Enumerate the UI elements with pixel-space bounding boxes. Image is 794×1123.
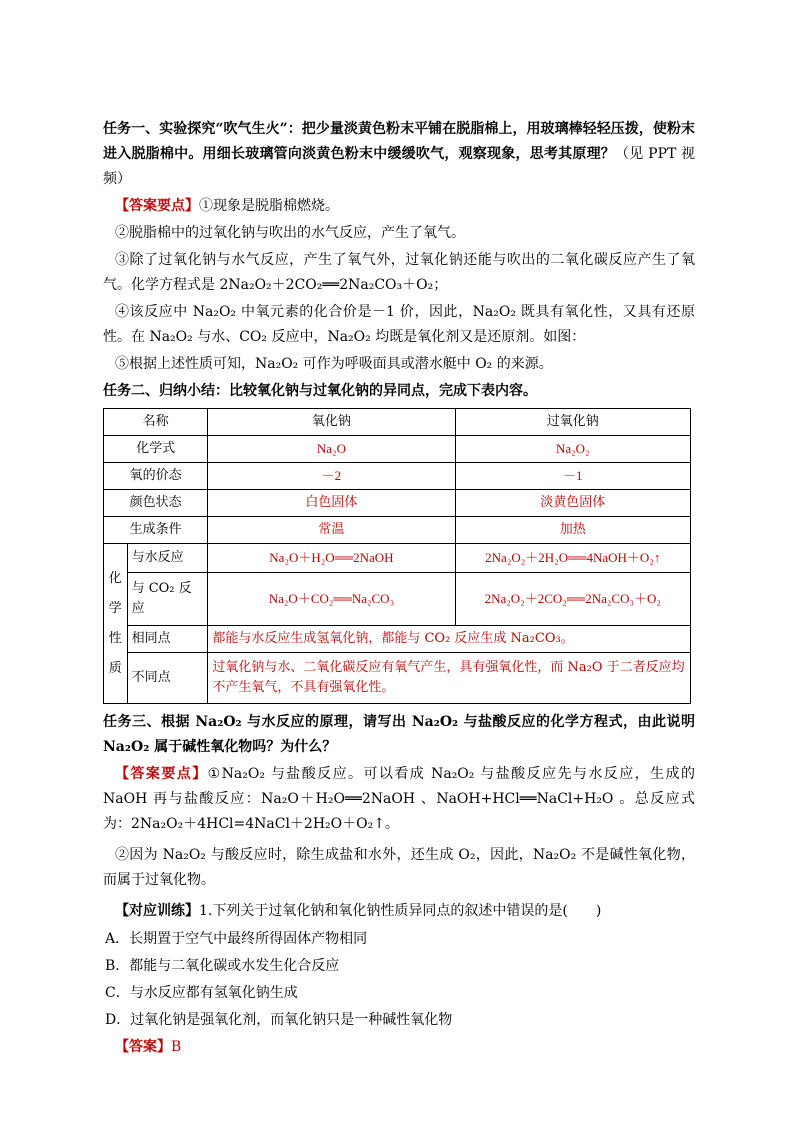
table-header-cell: 过氧化钠 xyxy=(455,409,690,436)
practice-answer xyxy=(103,1034,695,1061)
table-cell: 氧的价态 xyxy=(104,463,208,490)
table-cell: Na₂O xyxy=(208,436,455,463)
practice-question-text: 1.下列关于过氧化钠和氧化钠性质异同点的叙述中错误的是( ) xyxy=(199,903,602,919)
table-cell: 淡黄色固体 xyxy=(455,490,690,517)
task1-heading xyxy=(103,117,695,192)
table-header-row xyxy=(104,409,691,436)
practice-question xyxy=(103,899,695,924)
practice-tag: 【对应训练】 xyxy=(115,903,199,919)
table-row xyxy=(104,544,691,573)
task1-heading-text: 任务一、实验探究“吹气生火”：把少量淡黄色粉末平铺在脱脂棉上，用玻璃棒轻轻压拨，使粉末进入脱脂棉中。用细长玻璃管向淡黄色粉末中缓缓吹气，观察现象，思考其原理？ xyxy=(103,121,695,162)
answer-value: B xyxy=(171,1039,182,1055)
table-cell: 与 CO₂ 反应 xyxy=(127,573,208,626)
table-row xyxy=(104,463,691,490)
table-cell: －2 xyxy=(208,463,455,490)
table-cell: 白色固体 xyxy=(208,490,455,517)
task1-note: （见 PPT 视频） xyxy=(103,146,696,187)
category-cell xyxy=(104,544,128,704)
answer-tag: 【答案要点】 xyxy=(115,198,199,214)
answer-tag: 【答案要点】 xyxy=(115,766,208,782)
task3-point-1: ①Na₂O₂ 与盐酸反应。可以看成 Na₂O₂ 与盐酸反应先与水反应，生成的 NaOH 再与盐酸反应：Na₂O＋H₂O══2NaOH 、NaOH+HCl══NaCl+H₂O 。总反应式为：2Na₂O₂＋4HCl=4NaCl＋2H₂O＋O₂↑。 xyxy=(103,766,696,832)
table-cell: Na₂O₂ xyxy=(455,436,690,463)
table-row xyxy=(104,490,691,517)
table-cell: －1 xyxy=(455,463,690,490)
option-c: C．与水反应都有氢氧化钠生成 xyxy=(105,985,298,1001)
option-a: A．长期置于空气中最终所得固体产物相同 xyxy=(105,931,368,947)
task1-point-1: ①现象是脱脂棉燃烧。 xyxy=(199,198,339,214)
table-cell: 颜色状态 xyxy=(104,490,208,517)
table-row xyxy=(104,436,691,463)
table-cell: Na₂O＋CO₂══Na₂CO₃ xyxy=(208,573,455,626)
table-cell: 2Na₂O₂＋2CO₂══2Na₂CO₃＋O₂ xyxy=(455,573,690,626)
table-cell: 生成条件 xyxy=(104,517,208,544)
table-cell: 2Na₂O₂＋2H₂O══4NaOH＋O₂↑ xyxy=(455,544,690,573)
worksheet-page xyxy=(103,117,695,1061)
table-row xyxy=(104,573,691,626)
table-cell: 化学式 xyxy=(104,436,208,463)
table-header-cell: 名称 xyxy=(104,409,208,436)
category-label: 化学性质 xyxy=(108,570,122,676)
table-cell: 加热 xyxy=(455,517,690,544)
comparison-table xyxy=(103,408,691,704)
task3-answer-1 xyxy=(103,762,695,837)
task1-answer-5: ⑤根据上述性质可知，Na₂O₂ 可作为呼吸面具或潜水艇中 O₂ 的来源。 xyxy=(115,356,553,372)
task1-answer-1 xyxy=(103,194,695,219)
table-cell: 与水反应 xyxy=(127,544,208,573)
table-cell: Na₂O＋H₂O══2NaOH xyxy=(208,544,455,573)
task1-answer-4: ④该反应中 Na₂O₂ 中氧元素的化合价是－1 价，因此，Na₂O₂ 既具有氧化性，又具有还原性。在 Na₂O₂ 与水、CO₂ 反应中，Na₂O₂ 均既是氧化剂又是还原剂。如图： xyxy=(103,304,695,345)
table-header-cell: 氧化钠 xyxy=(208,409,455,436)
table-row xyxy=(104,653,691,704)
table-cell: 都能与水反应生成氢氧化钠，都能与 CO₂ 反应生成 Na₂CO₃。 xyxy=(208,626,691,653)
table-cell: 常温 xyxy=(208,517,455,544)
table-cell: 不同点 xyxy=(127,653,208,704)
task3-answer-2: ②因为 Na₂O₂ 与酸反应时，除生成盐和水外，还生成 O₂，因此，Na₂O₂ 不是碱性氧化物，而属于过氧化物。 xyxy=(103,847,695,888)
option-d: D．过氧化钠是强氧化剂，而氧化钠只是一种碱性氧化物 xyxy=(105,1012,453,1028)
task3-heading: 任务三、根据 Na₂O₂ 与水反应的原理，请写出 Na₂O₂ 与盐酸反应的化学方程式，由此说明 Na₂O₂ 属于碱性氧化物吗？为什么？ xyxy=(103,714,695,755)
task1-answer-3: ③除了过氧化钠与水气反应，产生了氧气外，过氧化钠还能与吹出的二氧化碳反应产生了氧气。化学方程式是 2Na₂O₂＋2CO₂══2Na₂CO₃＋O₂； xyxy=(103,252,695,293)
table-cell: 过氧化钠与水、二氧化碳反应有氧气产生，具有强氧化性，而 Na₂O 于二者反应均不产生氧气，不具有强氧化性。 xyxy=(208,653,691,704)
task2-heading: 任务二、归纳小结：比较氧化钠与过氧化钠的异同点，完成下表内容。 xyxy=(103,383,537,399)
table-cell: 相同点 xyxy=(127,626,208,653)
table-row xyxy=(104,626,691,653)
option-b: B．都能与二氧化碳或水发生化合反应 xyxy=(105,958,340,974)
table-row xyxy=(104,517,691,544)
answer-tag: 【答案】 xyxy=(115,1039,171,1055)
task1-answer-2: ②脱脂棉中的过氧化钠与吹出的水气反应，产生了氧气。 xyxy=(115,225,465,241)
